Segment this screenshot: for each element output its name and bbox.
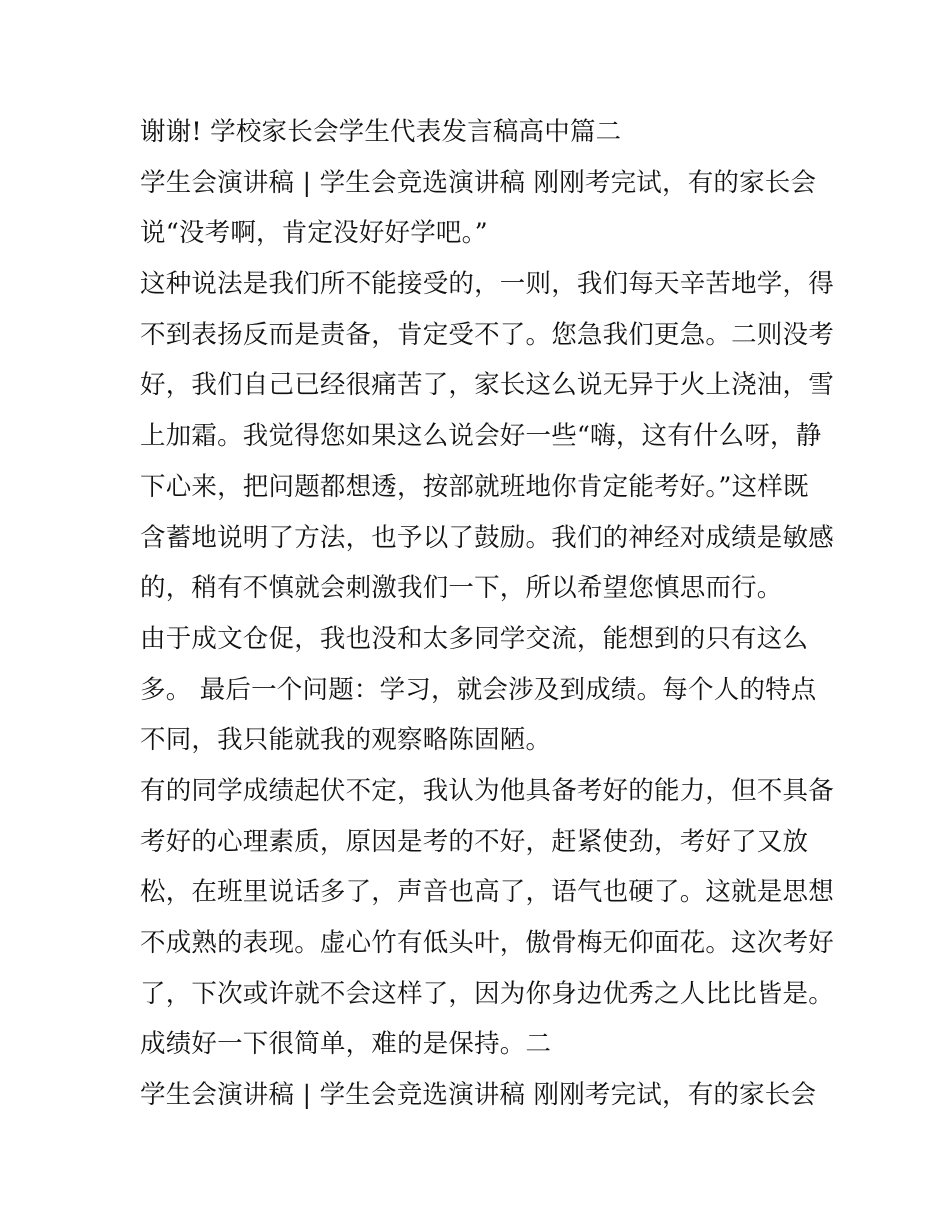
text-line: 谢谢! 学校家长会学生代表发言稿高中篇二 — [140, 117, 622, 147]
text-line: 好，我们自己已经很痛苦了，家长这么说无异于火上浇油，雪 — [140, 370, 834, 401]
document-body — [140, 107, 834, 1121]
text-line: 不成熟的表现。虚心竹有低头叶，傲骨梅无仰面花。这次考好 — [140, 928, 834, 958]
text-line: 说“没考啊，肯定没好好学吧。” — [140, 218, 488, 249]
text-line: 多。 最后一个问题：学习，就会涉及到成绩。每个人的特点 — [140, 674, 817, 705]
text-line: 成绩好一下很简单，难的是保持。二 — [140, 1029, 552, 1060]
text-line: 了，下次或许就不会这样了，因为你身边优秀之人比比皆是。 — [140, 978, 834, 1009]
text-line: 学生会演讲稿 | 学生会竞选演讲稿 刚刚考完试，有的家长会 — [140, 167, 817, 198]
text-line: 下心来，把问题都想透，按部就班地你肯定能考好。”这样既 — [140, 471, 809, 502]
text-line: 松，在班里说话多了，声音也高了，语气也硬了。这就是思想 — [140, 877, 834, 908]
text-line: 的，稍有不慎就会刺激我们一下，所以希望您慎思而行。 — [140, 573, 783, 604]
text-line: 有的同学成绩起伏不定，我认为他具备考好的能力，但不具备 — [140, 775, 834, 806]
text-line: 不到表扬反而是责备，肯定受不了。您急我们更急。二则没考 — [140, 319, 834, 350]
text-line: 上加霜。我觉得您如果这么说会好一些“嗨，这有什么呀，静 — [140, 421, 822, 452]
text-line: 由于成文仓促，我也没和太多同学交流，能想到的只有这么 — [140, 623, 809, 654]
text-line: 学生会演讲稿 | 学生会竞选演讲稿 刚刚考完试，有的家长会 — [140, 1080, 817, 1111]
text-line: 不同，我只能就我的观察略陈固陋。 — [140, 725, 552, 756]
text-line: 含蓄地说明了方法，也予以了鼓励。我们的神经对成绩是敏感 — [140, 522, 834, 553]
text-line: 这种说法是我们所不能接受的，一则，我们每天辛苦地学，得 — [140, 269, 834, 300]
text-line: 考好的心理素质，原因是考的不好，赶紧使劲，考好了又放 — [140, 826, 809, 857]
